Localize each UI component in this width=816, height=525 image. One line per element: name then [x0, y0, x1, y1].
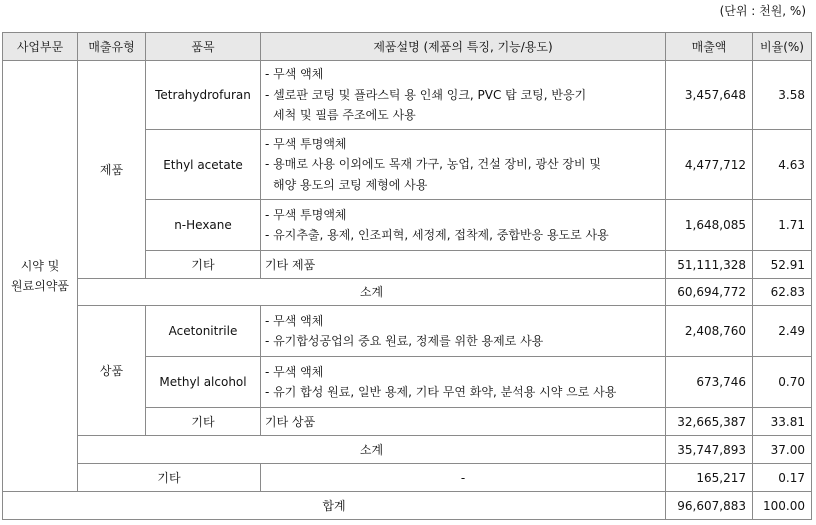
sales-value: 3,457,648 [666, 61, 753, 130]
segment-label-line1: 시약 및 [20, 259, 60, 273]
sales-value: 673,746 [666, 357, 753, 408]
header-segment: 사업부문 [3, 33, 78, 61]
subtotal-row [3, 436, 812, 464]
goods-type-cell: 상품 [78, 306, 146, 436]
total-row [3, 492, 812, 520]
item-name: 기타 [146, 251, 261, 279]
desc-line: - 셀로판 코팅 및 플라스틱 용 인쇄 잉크, PVC 탑 코팅, 반응기 [265, 87, 587, 102]
unit-note: (단위 : 천원, %) [719, 4, 806, 18]
product-type-cell: 제품 [78, 61, 146, 279]
ratio-value: 3.58 [753, 61, 812, 130]
header-sales: 매출액 [666, 33, 753, 61]
item-name: Ethyl acetate [146, 130, 261, 200]
item-name: Acetonitrile [146, 306, 261, 357]
sales-value: 165,217 [666, 464, 753, 492]
desc-line: - 무색 액체 [265, 313, 324, 328]
desc-line: - 무색 액체 [265, 67, 324, 82]
ratio-value: 37.00 [753, 436, 812, 464]
sales-value: 51,111,328 [666, 251, 753, 279]
header-sales-type: 매출유형 [78, 33, 146, 61]
desc-line: - 유지추출, 용제, 인조피혁, 세정제, 접착제, 중합반응 용도로 사용 [265, 228, 609, 242]
total-label: 합계 [3, 492, 666, 520]
item-description [261, 357, 666, 408]
sales-value: 32,665,387 [666, 408, 753, 436]
sales-value: 4,477,712 [666, 130, 753, 200]
desc-line: - 유기합성공업의 중요 원료, 정제를 위한 용제로 사용 [265, 334, 544, 348]
sales-table [2, 32, 812, 520]
desc-line: - 무색 액체 [265, 364, 324, 379]
item-name: n-Hexane [146, 200, 261, 251]
sales-value: 60,694,772 [666, 279, 753, 306]
item-name: Methyl alcohol [146, 357, 261, 408]
ratio-value: 52.91 [753, 251, 812, 279]
subtotal-row [3, 279, 812, 306]
item-description: 기타 상품 [261, 408, 666, 436]
sales-value: 35,747,893 [666, 436, 753, 464]
item-description [261, 200, 666, 251]
ratio-value: 2.49 [753, 306, 812, 357]
segment-label-line2: 원료의약품 [11, 279, 69, 293]
desc-line: - 무색 투명액체 [265, 207, 347, 222]
table-row [3, 306, 812, 357]
ratio-value: 1.71 [753, 200, 812, 251]
item-description [261, 61, 666, 130]
item-name: Tetrahydrofuran [146, 61, 261, 130]
desc-line: 세척 및 필름 주조에도 사용 [273, 108, 416, 123]
ratio-value: 0.70 [753, 357, 812, 408]
ratio-value: 33.81 [753, 408, 812, 436]
subtotal-label: 소계 [78, 436, 666, 464]
item-description [261, 306, 666, 357]
desc-line: - 유기 합성 원료, 일반 용제, 기타 무연 화약, 분석용 시약 으로 사용 [265, 385, 617, 399]
ratio-value: 62.83 [753, 279, 812, 306]
item-description [261, 130, 666, 200]
table-row [3, 61, 812, 130]
desc-line: 해양 용도의 코팅 제형에 사용 [273, 177, 428, 192]
other-description: - [261, 464, 666, 492]
sales-value: 1,648,085 [666, 200, 753, 251]
header-item: 품목 [146, 33, 261, 61]
item-name: 기타 [146, 408, 261, 436]
sales-value: 2,408,760 [666, 306, 753, 357]
item-description: 기타 제품 [261, 251, 666, 279]
ratio-value: 0.17 [753, 464, 812, 492]
header-ratio: 비율(%) [753, 33, 812, 61]
desc-line: - 무색 투명액체 [265, 136, 347, 151]
total-ratio: 100.00 [753, 492, 812, 520]
other-label: 기타 [78, 464, 261, 492]
subtotal-label: 소계 [78, 279, 666, 306]
segment-cell [3, 61, 78, 492]
other-row [3, 464, 812, 492]
header-row [3, 33, 812, 61]
header-description: 제품설명 (제품의 특징, 기능/용도) [261, 33, 666, 61]
desc-line: - 용매로 사용 이외에도 목재 가구, 농업, 건설 장비, 광산 장비 및 [265, 157, 601, 172]
total-sales: 96,607,883 [666, 492, 753, 520]
ratio-value: 4.63 [753, 130, 812, 200]
